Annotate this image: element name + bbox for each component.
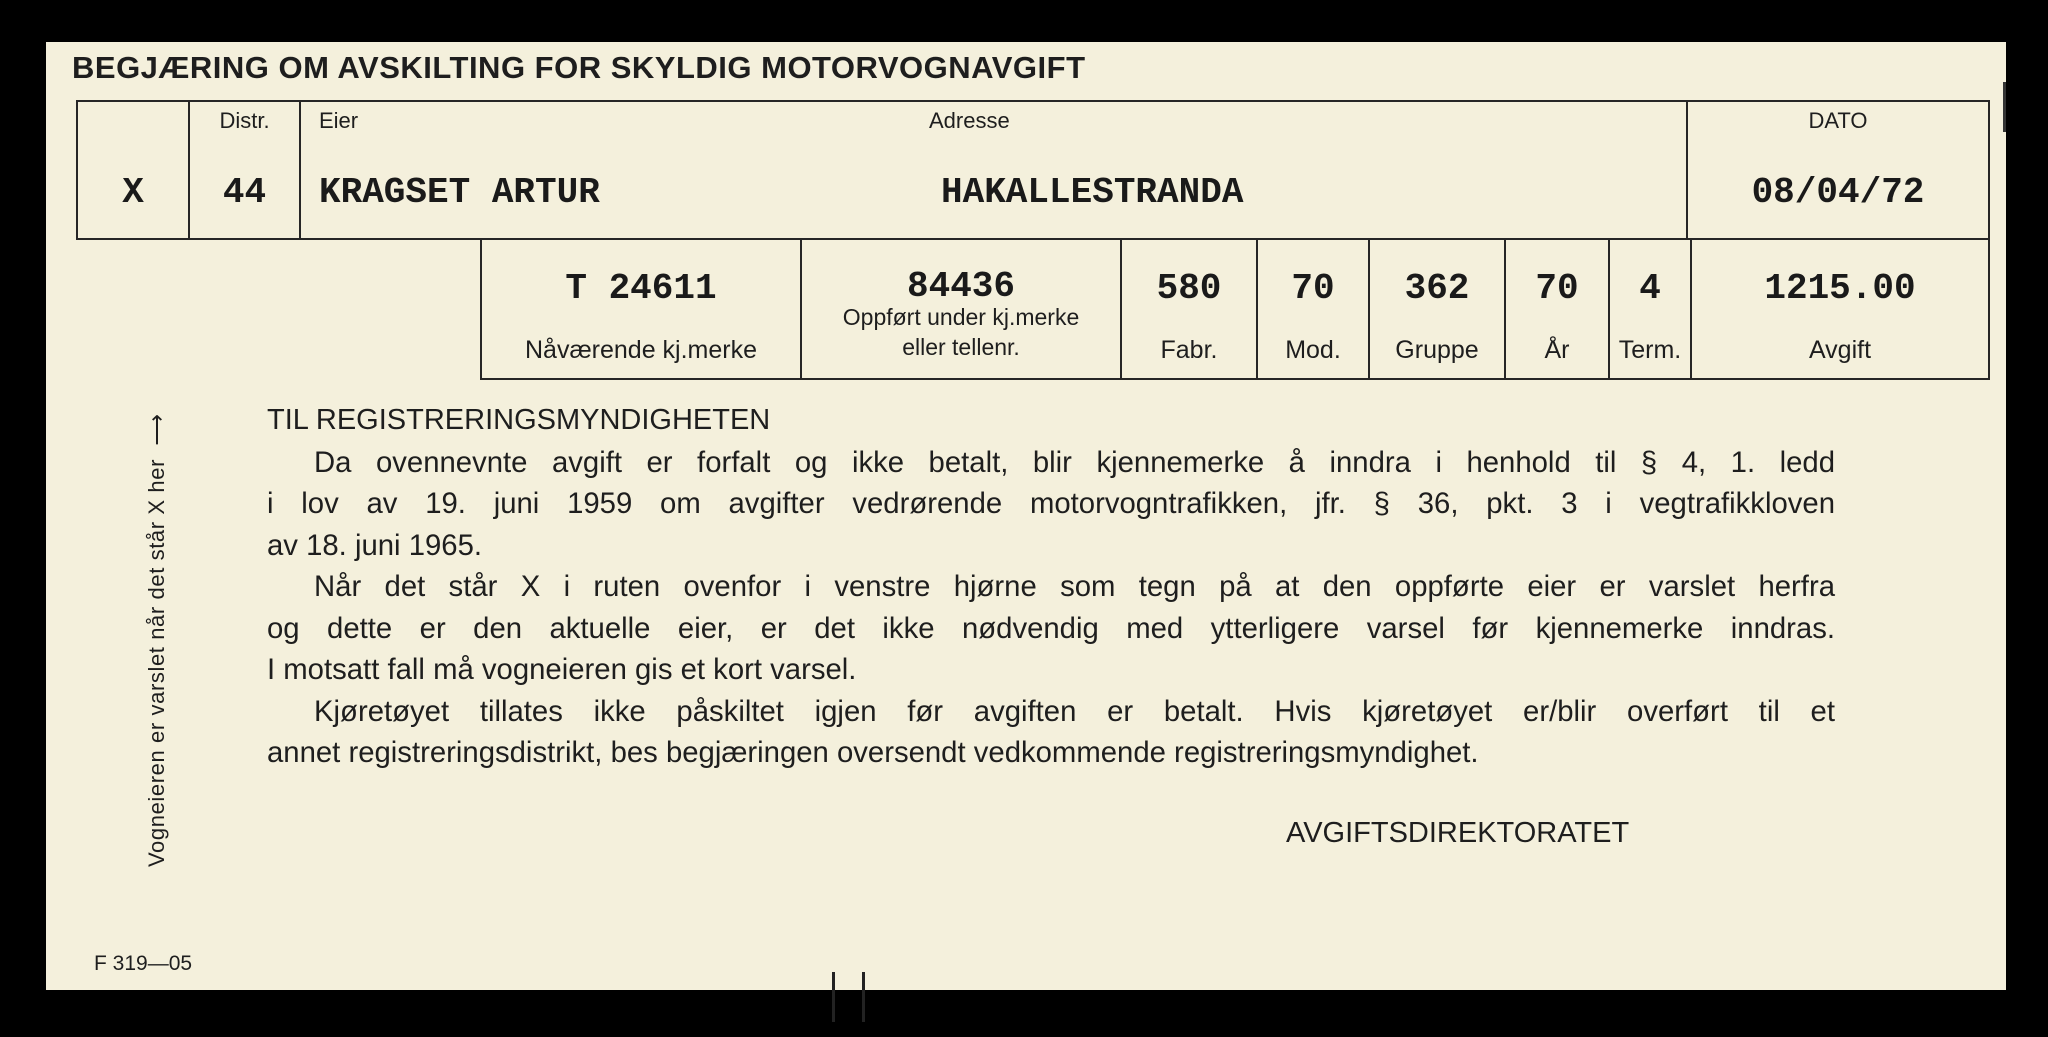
ar-value: 70 [1535, 268, 1579, 309]
oppfort-cell [800, 240, 1120, 378]
date-value: 08/04/72 [1751, 172, 1925, 213]
side-note-text: Vogneieren er varslet når det står X her [144, 459, 169, 867]
avgift-value: 1215.00 [1764, 268, 1916, 309]
date-cell [1686, 102, 1988, 238]
oppfort-label-1: Oppført under kj.merke [842, 304, 1080, 330]
current-plate: T 24611 [565, 268, 717, 309]
edge-mark [2003, 82, 2006, 132]
paragraph-line: av 18. juni 1965. [267, 528, 483, 562]
gruppe-label: Gruppe [1395, 336, 1479, 364]
mark-line [862, 972, 865, 1022]
tax-form-card [46, 42, 2006, 990]
kjmerke-label: Nåværende kj.merke [524, 336, 758, 364]
distr-value: 44 [222, 172, 267, 213]
term-label: Term. [1618, 336, 1682, 364]
mod-cell [1256, 240, 1368, 378]
paragraph-line: i lov av 19. juni 1959 om avgifter vedrørende motorvogntrafikken, jfr. § 36, pkt. 3 i vegtrafikkloven [267, 487, 1835, 520]
ar-cell [1504, 240, 1608, 378]
paragraph-line: Da ovennevnte avgift er forfalt og ikke betalt, blir kjennemerke å inndra i henhold til § 4, 1. ledd [314, 445, 1835, 479]
signature: AVGIFTSDIREKTORATET [1286, 817, 1630, 849]
form-number: F 319—05 [94, 952, 193, 975]
kjmerke-cell [482, 240, 800, 378]
vehicle-detail-row [480, 238, 1990, 380]
mod-label: Mod. [1285, 336, 1341, 364]
body-heading: TIL REGISTRERINGSMYNDIGHETEN [267, 404, 771, 436]
side-note [144, 413, 170, 867]
owner-address: HAKALLESTRANDA [941, 172, 1244, 213]
paragraph-line: Når det står X i ruten ovenfor i venstre hjørne som tegn på at den oppførte eier er varslet herfra [314, 570, 1835, 603]
mark-line [832, 972, 835, 1022]
avgift-cell [1690, 240, 1988, 378]
registered-plate: 84436 [906, 266, 1016, 307]
eier-label: Eier [319, 108, 359, 133]
mark-cell [78, 102, 188, 238]
paragraph-line: annet registreringsdistrikt, bes begjæringen oversendt vedkommende registreringsmyndighet. [267, 736, 1479, 769]
dato-label: DATO [1808, 108, 1868, 133]
form-title: BEGJÆRING OM AVSKILTING FOR SKYLDIG MOTORVOGNAVGIFT [72, 50, 1086, 85]
distr-label: Distr. [219, 108, 270, 133]
term-cell [1608, 240, 1690, 378]
oppfort-label-2: eller tellenr. [902, 334, 1020, 360]
owner-name: KRAGSET ARTUR [319, 172, 600, 213]
adresse-label: Adresse [929, 108, 1010, 133]
paragraph-line: Kjøretøyet tillates ikke påskiltet igjen før avgiften er betalt. Hvis kjøretøyet er/blir overført til et [314, 694, 1835, 728]
fabr-value: 580 [1156, 268, 1222, 309]
ar-label: År [1544, 336, 1570, 364]
fabr-cell [1120, 240, 1256, 378]
avgift-label: Avgift [1808, 336, 1872, 364]
gruppe-cell [1368, 240, 1504, 378]
paragraph-line: og dette er den aktuelle eier, er det ikke nødvendig med ytterligere varsel før kjennemerke inndras. [267, 611, 1835, 645]
gruppe-value: 362 [1404, 268, 1470, 309]
paragraph-line: I motsatt fall må vogneieren gis et kort varsel. [267, 653, 857, 686]
distr-cell [188, 102, 299, 238]
term-value: 4 [1639, 268, 1661, 309]
notified-mark: X [122, 172, 144, 213]
owner-row [76, 100, 1990, 240]
mod-value: 70 [1291, 268, 1335, 309]
owner-address-cell [299, 102, 1686, 238]
fabr-label: Fabr. [1160, 336, 1218, 364]
arrow-right-icon: ⟶ [144, 413, 169, 453]
body-text [267, 400, 1835, 774]
